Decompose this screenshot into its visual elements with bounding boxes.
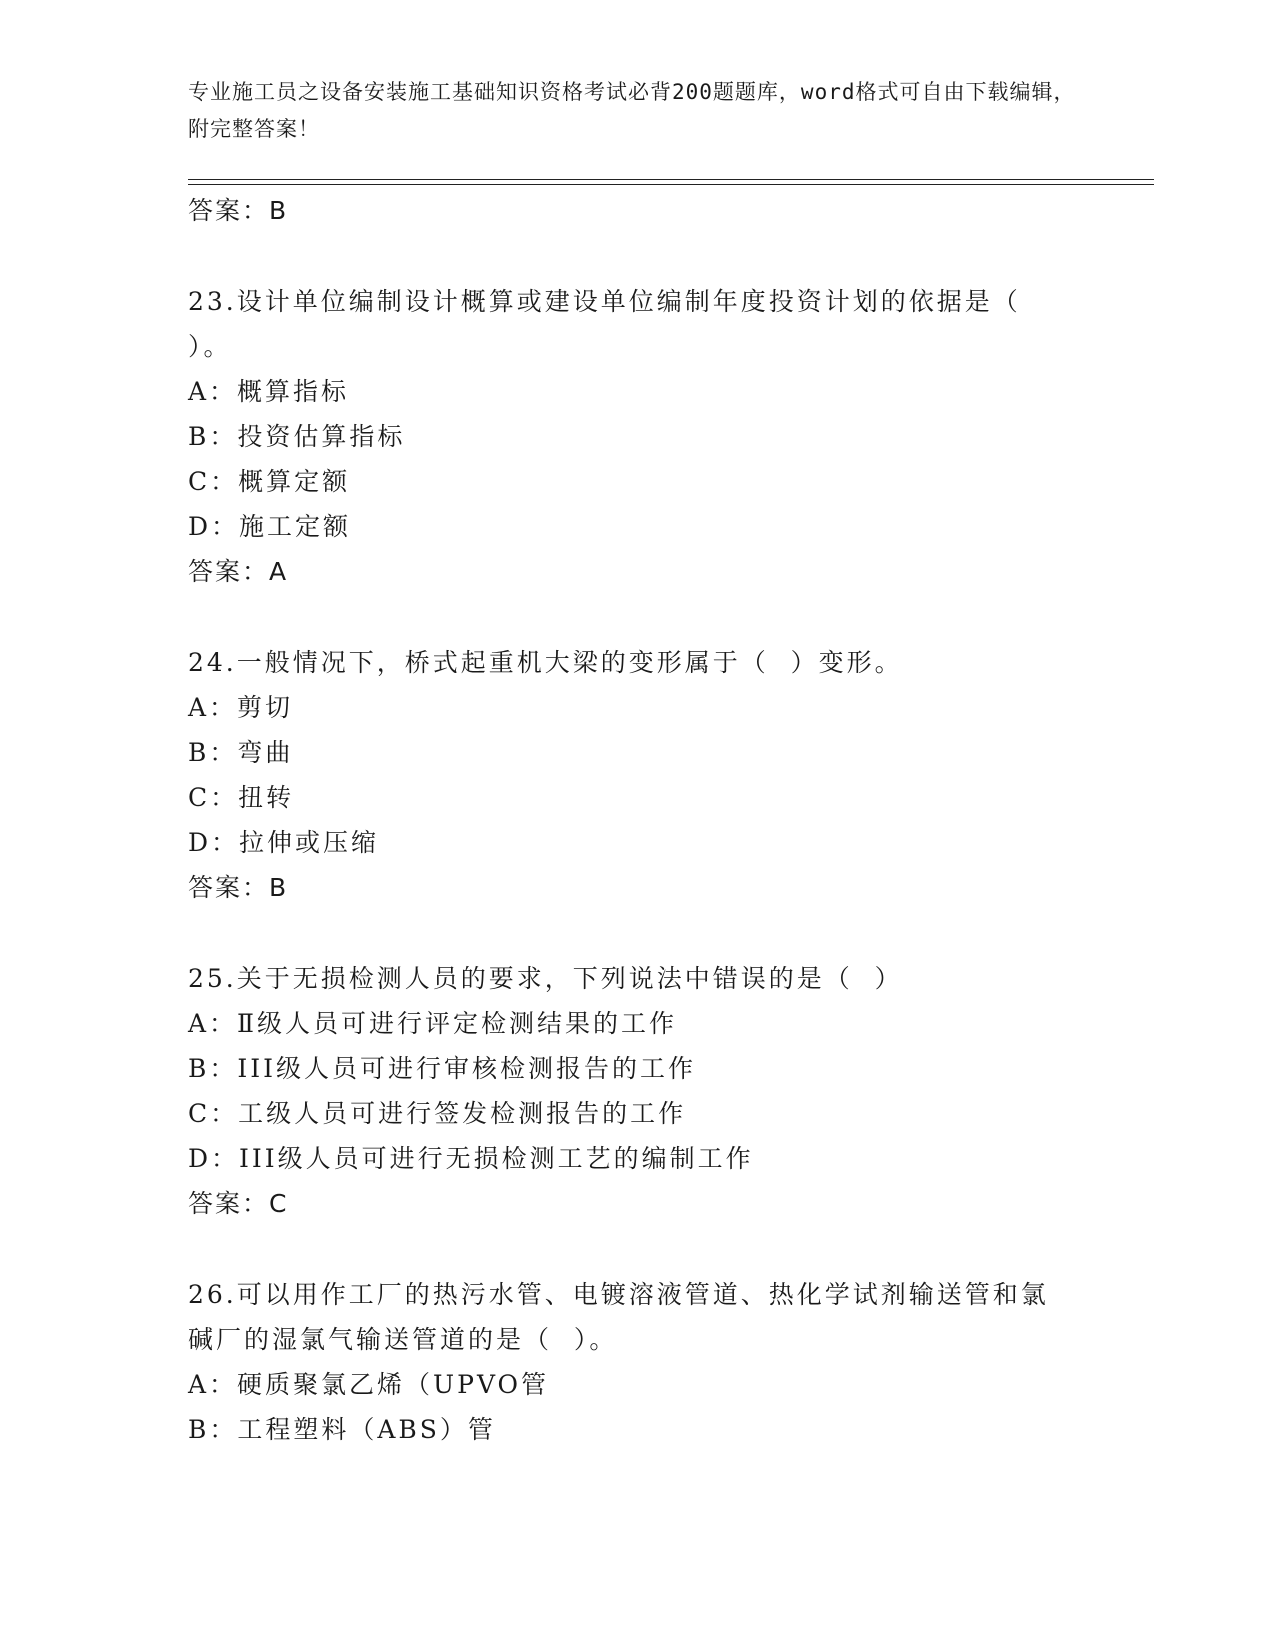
option-c: C：工级人员可进行签发检测报告的工作 <box>188 1099 687 1128</box>
header-rule-top <box>188 179 1154 180</box>
option-d: D：施工定额 <box>188 512 352 541</box>
header-rule-bottom <box>188 184 1154 185</box>
question-25 <box>188 956 1088 1226</box>
question-stem: 24.一般情况下，桥式起重机大梁的变形属于（ ）变形。 <box>188 648 903 677</box>
question-stem: 23.设计单位编制设计概算或建设单位编制年度投资计划的依据是（ <box>188 287 1021 316</box>
option-d: D：III级人员可进行无损检测工艺的编制工作 <box>188 1144 754 1173</box>
option-b: B：弯曲 <box>188 738 294 767</box>
option-a: A：剪切 <box>188 693 294 722</box>
question-stem: 25.关于无损检测人员的要求，下列说法中错误的是（ ） <box>188 964 903 993</box>
option-a: A：概算指标 <box>188 377 350 406</box>
question-24 <box>188 640 1088 910</box>
question-23 <box>188 279 1088 594</box>
question-list <box>188 188 1088 1452</box>
option-a: A：Ⅱ级人员可进行评定检测结果的工作 <box>188 1009 678 1038</box>
answer-line: 答案：B <box>188 873 289 902</box>
option-b: B：投资估算指标 <box>188 422 406 451</box>
option-c: C：概算定额 <box>188 467 351 496</box>
question-stem: 碱厂的湿氯气输送管道的是（ ）。 <box>188 1325 618 1354</box>
answer-line: 答案：B <box>188 196 289 225</box>
question-stem: ）。 <box>188 332 232 361</box>
answer-line: 答案：A <box>188 557 289 586</box>
question-26 <box>188 1272 1088 1452</box>
option-b: B：III级人员可进行审核检测报告的工作 <box>188 1054 696 1083</box>
option-a: A：硬质聚氯乙烯（UPVO管 <box>188 1370 550 1399</box>
document-header: 专业施工员之设备安装施工基础知识资格考试必背200题题库，word格式可自由下载编辑，附完整答案！ <box>188 80 1076 141</box>
question-stem: 26.可以用作工厂的热污水管、电镀溶液管道、热化学试剂输送管和氯 <box>188 1280 1049 1309</box>
option-d: D：拉伸或压缩 <box>188 828 380 857</box>
option-c: C：扭转 <box>188 783 295 812</box>
answer-line: 答案：C <box>188 1189 289 1218</box>
option-b: B：工程塑料（ABS）管 <box>188 1415 496 1444</box>
